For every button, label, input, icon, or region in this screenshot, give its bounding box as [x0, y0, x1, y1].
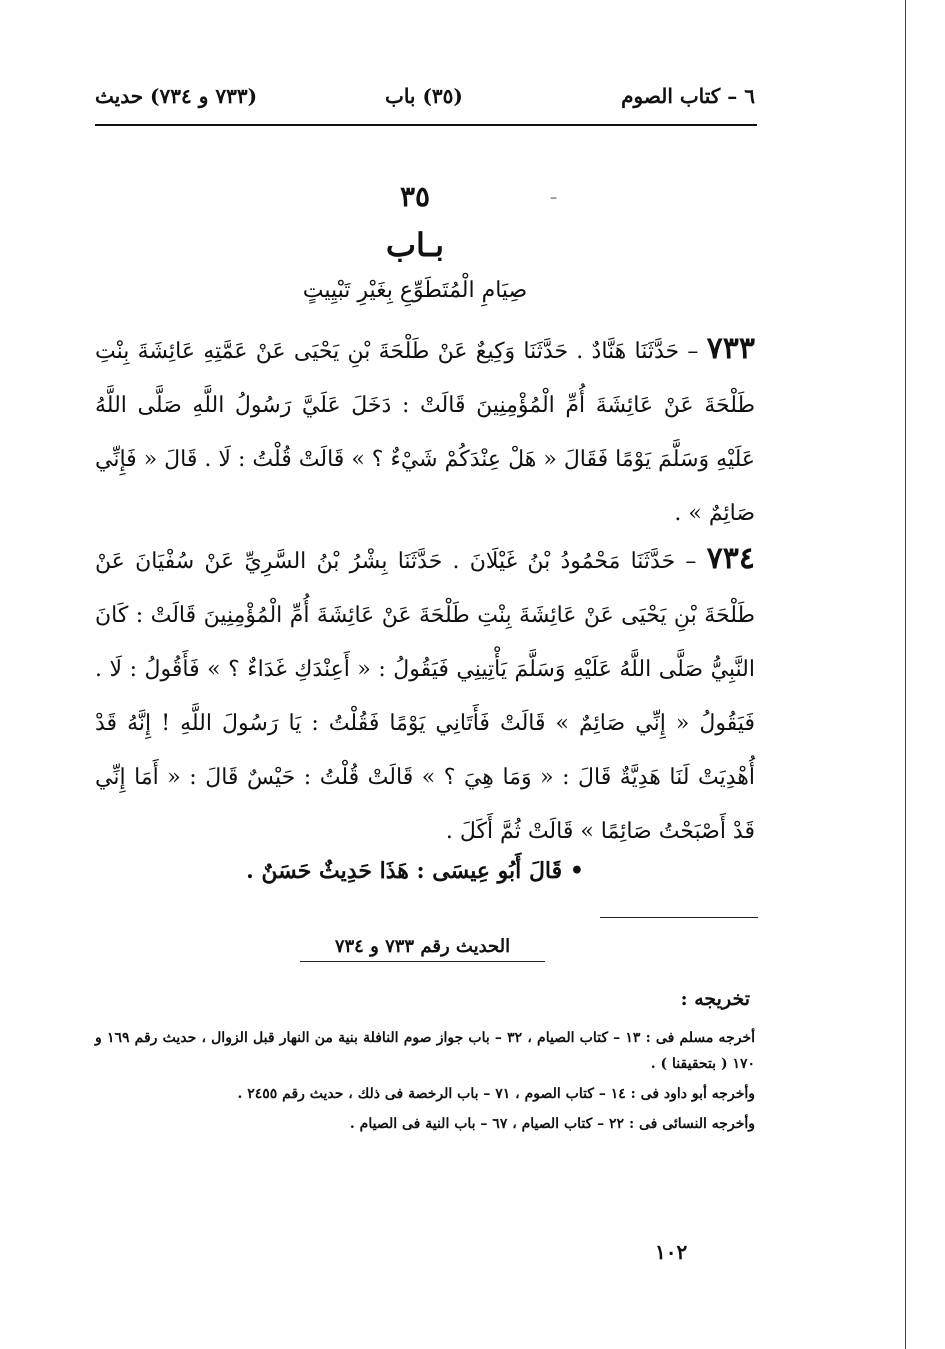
verdict-text: قَالَ أَبُو عِيسَى : هَذَا حَدِيثٌ حَسَنٌ .: [246, 858, 563, 884]
footnotes: [95, 1025, 755, 1141]
hadith-733: [95, 322, 755, 541]
verdict-bullet: •: [562, 858, 584, 884]
running-header: [95, 84, 755, 120]
hadith-text: حَدَّثَنَا هَنَّادٌ . حَدَّثَنَا وَكِيعٌ عَنْ طَلْحَةَ بْنِ يَحْيَى عَنْ عَمَّتِهِ عَائِشَةَ بِنْتِ طَلْحَةَ عَنْ عَائِشَةَ أُمِّ الْمُؤْمِنِينَ قَالَتْ : دَخَلَ عَلَيَّ رَسُولُ اللَّهِ صَلَّى اللَّهُ عَلَيْهِ وَسَلَّمَ يَوْمًا فَقَالَ « هَلْ عِنْدَكُمْ شَيْءٌ ؟ » قَالَتْ قُلْتُ : لَا . قَالَ « فَإِنِّي صَائِمٌ » .: [95, 339, 755, 526]
print-mark: –: [550, 190, 557, 206]
hadith-dash: –: [675, 549, 697, 574]
footnote-separator: [600, 917, 758, 918]
chapter-title: صِيَامِ الْمُتَطَوِّعِ بِغَيْرِ تَبْيِيتٍ: [302, 278, 528, 303]
hadith-dash: –: [679, 339, 699, 364]
hadith-734: [95, 532, 755, 859]
header-book-title: ٦ – كتاب الصوم: [621, 84, 755, 108]
footnote-muslim: أخرجه مسلم فى : ١٣ – كتاب الصيام ، ٣٢ – باب جواز صوم النافلة بنية من النهار قبل الزوال ، حديث رقم ١٦٩ و ١٧٠ ( بتحقيقنا ) .: [95, 1030, 755, 1072]
header-chapter-ref: (٣٥) باب: [385, 84, 463, 108]
footnote-abu-dawud: وأخرجه أبو داود فى : ١٤ – كتاب الصوم ، ٧١ – باب الرخصة فى ذلك ، حديث رقم ٢٤٥٥ .: [237, 1086, 755, 1102]
header-rule: [95, 124, 757, 126]
chapter-heading: بـاب: [385, 226, 445, 264]
footnote-caption: الحديث رقم ٧٣٣ و ٧٣٤: [300, 936, 545, 962]
chapter-number: ٣٥: [399, 180, 431, 213]
hadith-text: حَدَّثَنَا مَحْمُودُ بْنُ غَيْلَانَ . حَدَّثَنَا بِشْرُ بْنُ السَّرِيِّ عَنْ سُفْيَانَ عَنْ طَلْحَةَ بْنِ يَحْيَى عَنْ عَائِشَةَ بِنْتِ طَلْحَةَ عَنْ عَائِشَةَ أُمِّ الْمُؤْمِنِينَ قَالَتْ : كَانَ النَّبِيُّ صَلَّى اللَّهُ عَلَيْهِ وَسَلَّمَ يَأْتِينِي فَيَقُولُ : « أَعِنْدَكِ غَدَاءٌ ؟ » فَأَقُولُ : لَا . فَيَقُولُ « إِنِّي صَائِمٌ » قَالَتْ فَأَتَانِي يَوْمًا فَقُلْتُ : يَا رَسُولَ اللَّهِ ! إِنَّهُ قَدْ أُهْدِيَتْ لَنَا هَدِيَّةٌ قَالَ : « وَمَا هِيَ ؟ » قَالَتْ قُلْتُ : حَيْسٌ قَالَ : « أَمَا إِنِّي قَدْ أَصْبَحْتُ صَائِمًا » قَالَتْ ثُمَّ أَكَلَ .: [95, 549, 755, 844]
binding-line: [905, 0, 906, 1349]
takhrij-heading: تخريجه :: [680, 988, 750, 1010]
hadith-number: ٧٣٣: [706, 331, 756, 366]
header-hadith-ref: (٧٣٣ و ٧٣٤) حديث: [95, 84, 258, 108]
page-number: ١٠٢: [655, 1240, 688, 1264]
footnote-nasai: وأخرجه النسائى فى : ٢٢ – كتاب الصيام ، ٦٧ – باب النية فى الصيام .: [349, 1116, 755, 1132]
hadith-number: ٧٣٤: [706, 541, 756, 576]
authentication-verdict: [95, 858, 735, 884]
